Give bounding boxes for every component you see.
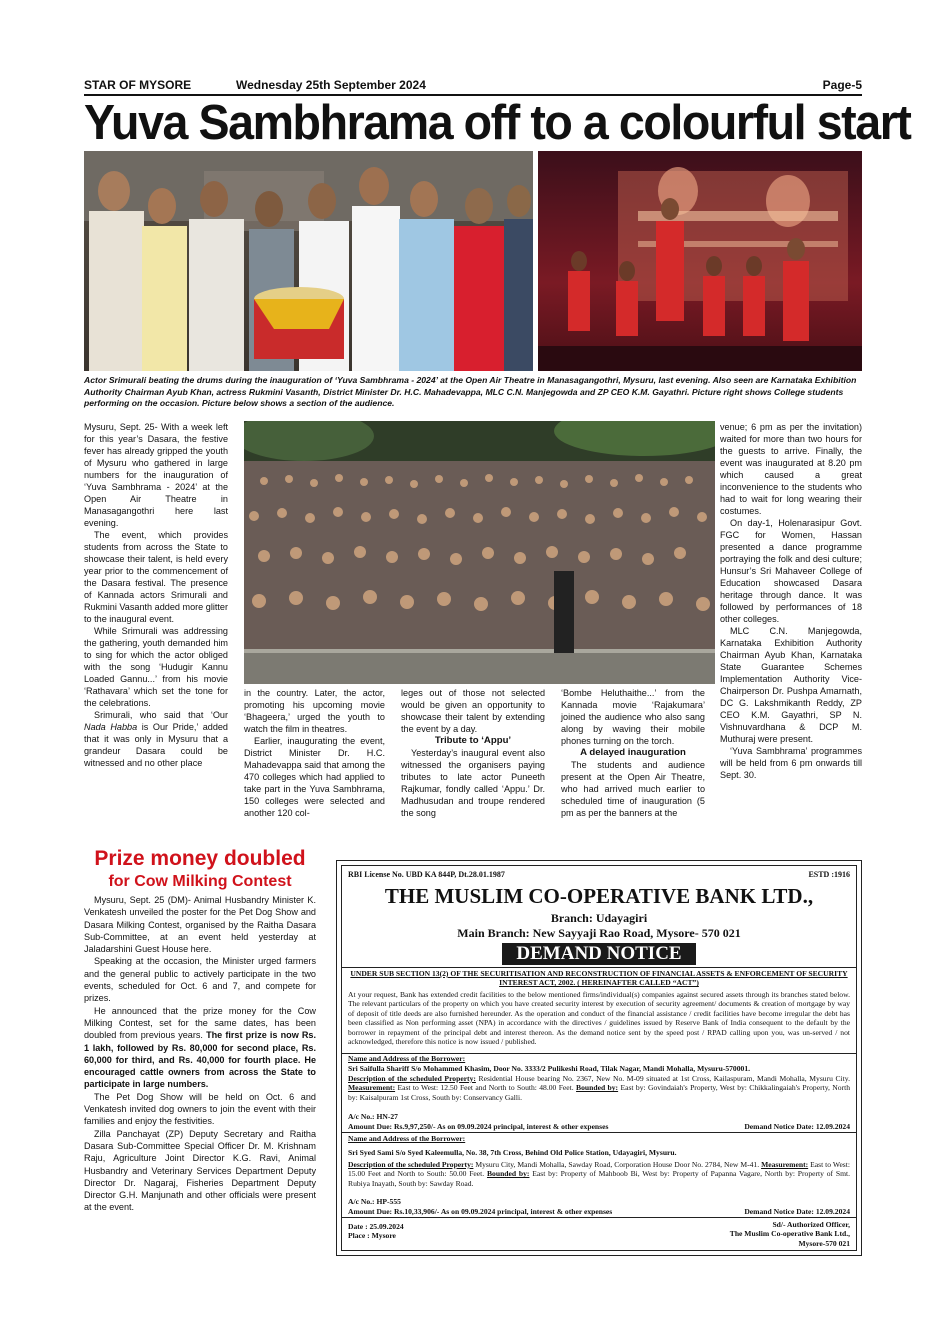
value: East to West: 12.50 Feet and North to South: 48.00 Feet. xyxy=(395,1083,577,1093)
notice-intro: At your request, Bank has extended credit facilities to the below mentioned firms/individual(s) companies against secured assets through its branches stated below. The relevant particulars of the property on which you have created security interest by execution of security agreement/ documents & creation of mortgage by way of deposit of title deeds are also furnished hereunder. As the operation and conduct of the financial assistance / credit facilities have become irregular the debt has been classified as Non performing asset (NPA) in accordance with the directives / guidelines issued by Reserve Bank of India consequent to the default by the borrower in repayment of the principal debt and interest thereon. As the demand notice sent by the speed post / RPAD calling upon you, was un-served / not acknowledged, therefore this notice is now issued / published. xyxy=(348,990,850,1047)
main-branch: Main Branch: New Sayyaji Rao Road, Mysore- 570 021 xyxy=(457,926,741,940)
paragraph: On day-1, Holenarasipur Govt. FGC for Women, Hassan presented a dance programme portraying the folk and desi culture; Hunsur’s Sri Mahaveer College of Education showcased Dasara heritage through dance. It was followed by performances of 18 other colleges. xyxy=(720,518,862,624)
borrower-1-amount-line xyxy=(348,1122,850,1131)
bold-run: The first prize is now Rs. 1 lakh, followed by Rs. 80,000 for second place, Rs. 60,000 for third, and Rs. 40,000 for fourth place. He encouraged cattle owners from across the State to participate in large numbers. xyxy=(84,1030,317,1090)
value: East by: Govindaiah's Property, West by: Chikkalingaiah's Property, North by: Kaisalpuram 1st Cross, South by: Conservancy Galli. xyxy=(348,1083,851,1102)
paragraph: The Pet Dog Show will be held on Oct. 6 and Venkatesh invited dog owners to join the event with their families and enjoy the festivities. xyxy=(84,1091,316,1127)
notice-section: UNDER SUB SECTION 13(2) OF THE SECURITISATION AND RECONSTRUCTION OF FINANCIAL ASSETS & ENFORCEMENT OF SECURITY INTEREST ACT, 2002. ( HEREINAFTER CALLED “ACT”) xyxy=(350,969,848,988)
text-run: is Our Pride,’ added that it was only in Mysuru that a grandeur Dasara could be witnessed and no other place xyxy=(84,722,228,768)
paragraph: Earlier, inaugurating the event, District Minister Dr. H.C. Mahadevappa said that among the 470 colleges which had applied to take part in the Yuva Sambhrama, 150 colleges were selected and another 120 col- xyxy=(244,736,385,818)
dance-photo-illustration xyxy=(538,151,862,371)
borrower-1-account: A/c No.: HN-27 xyxy=(348,1112,398,1121)
label: Measurement: xyxy=(348,1083,396,1093)
paragraph: Mysuru, Sept. 25- With a week left for this year’s Dasara, the festive fever has already gripped the youth of Mysuru who gathered in large numbers for the inauguration of ‘Yuva Sambhrama - 2024’ at the Open Air Theatre in Manasagangothri here last evening. xyxy=(84,422,228,528)
paragraph: Yesterday’s inaugural event also witnessed the organisers paying tributes to late actor Puneeth Rajkumar, fondly called ‘Appu.’ Dr. Madhusudan and troupe rendered the song xyxy=(401,748,545,818)
borrower-2-name: Sri Syed Sami S/o Syed Kaleemulla, No. 38, 7th Cross, Behind Old Police Station, Udayagiri, Mysuru. xyxy=(348,1148,677,1157)
paragraph: The event, which provides students from across the State to showcase their talent, is held every year prior to the commencement of the Dasara festival. The presence of Kannada actors Srimurali and Rukmini Vasanth added more glitter to the inaugural event. xyxy=(84,530,228,624)
borrower-2-account: A/c No.: HP-555 xyxy=(348,1197,401,1206)
bank-name: THE MUSLIM CO-OPERATIVE BANK LTD., xyxy=(384,884,814,908)
paragraph: Mysuru, Sept. 25 (DM)- Animal Husbandry Minister K. Venkatesh unveiled the poster for the Pet Dog Show and Dasara Milking Contest, organised by the Raitha Dasara Sub-Committee, at an event held yesterday at Jaladarshini Guest House here. xyxy=(84,895,316,955)
article-col-5 xyxy=(720,421,862,781)
paragraph: MLC C.N. Manjegowda, Karnataka Exhibition Authority Chairman Ayub Khan, Karnataka State Guarantee Schemes Implementation Authority Vice-Chairperson Dr. Pushpa Amarnath, DC G. Lakshmikanth Reddy, ZP CEO K.M. Gayathri, SP N. Vishnuvardhana & DCP M. Muthuraj were present. xyxy=(720,626,862,744)
divider xyxy=(342,1132,856,1133)
article-col-3 xyxy=(401,687,545,819)
paragraph: in the country. Later, the actor, promoting his upcoming movie ‘Bhageera,’ urged the youth to watch the film in theatres. xyxy=(244,688,385,734)
article-col-1 xyxy=(84,421,228,769)
label: Bounded by: xyxy=(486,1169,530,1179)
article-col-4 xyxy=(561,687,705,819)
estd: ESTD :1916 xyxy=(808,870,850,879)
prize-subheadline: for Cow Milking Contest xyxy=(108,873,292,890)
audience-photo-illustration xyxy=(244,421,715,684)
paragraph: venue; 6 pm as per the invitation) waited for more than two hours for the guests to arrive. Finally, the event was inaugurated at 8.20 pm which caused a great inconvenience to the students who had to wait for long wearing their costumes. xyxy=(720,422,862,516)
ad-license-line xyxy=(348,870,850,879)
value: Mysuru City, Mandi Mohalla, Sawday Road, Corporation House Door No. 2784, New M-41. xyxy=(473,1160,762,1169)
paragraph: Speaking at the occasion, the Minister urged farmers and the general public to actively participate in the two events, scheduled for Oct. 6 and 7, and compete for prizes. xyxy=(84,956,316,1004)
photo-caption: Actor Srimurali beating the drums during the inauguration of ‘Yuva Sambhrama - 2024’ at the Open Air Theatre in Manasagangothri, Mysuru, last evening. Also seen are Karnataka Exhibition Authority Chairman Ayub Khan, actress Rukmini Vasanth, District Minister Dr. H.C. Mahadevappa, MLC C.N. Manjegowda and ZP CEO K.M. Gayathri. Picture right shows College students performing on the occasion. Picture below shows a section of the audience. xyxy=(84,375,857,409)
masthead xyxy=(84,78,862,94)
page-number: Page-5 xyxy=(822,78,862,92)
signatory: Sd/- Authorized Officer, xyxy=(772,1220,850,1229)
borrower-1-name: Sri Saifulla Shariff S/o Mohammed Khasim, Door No. 3333/2 Pulikeshi Road, Tilak Nagar, Mandi Mohalla, Mysuru-570001. xyxy=(348,1064,751,1073)
paragraph: ‘Yuva Sambhrama’ programmes will be held from 6 pm onwards till Sept. 30. xyxy=(720,746,862,780)
borrower-1-property xyxy=(348,1074,850,1102)
borrower-2-amount-line xyxy=(348,1207,850,1216)
place: Place : Mysore xyxy=(348,1231,396,1241)
demand-notice-ad xyxy=(336,860,862,1256)
headline: Yuva Sambhrama off to a colourful start xyxy=(84,96,911,150)
paragraph: ‘Bombe Heluthaithe...’ from the Kannada movie ‘Rajakumara’ joined the audience who also sang along by waving their mobile phones turning on the torch. xyxy=(561,688,705,746)
prize-headline: Prize money doubled xyxy=(94,847,306,870)
date: Date : 25.09.2024 xyxy=(348,1222,404,1231)
amount-due: Amount Due: Rs.9,97,250/- As on 09.09.2024 principal, interest & other expenses xyxy=(348,1122,609,1131)
paragraph: leges out of those not selected would be given an opportunity to showcase their talent by extending the event by a day. xyxy=(401,688,545,734)
signatory-bank: The Muslim Co-operative Bank Ltd., xyxy=(729,1229,850,1239)
text-run: Srimurali, who said that ‘Our xyxy=(94,710,228,720)
notice-date: Demand Notice Date: 12.09.2024 xyxy=(744,1207,850,1216)
notice-date: Demand Notice Date: 12.09.2024 xyxy=(744,1122,850,1131)
paragraph: The students and audience present at the Open Air Theatre, who had arrived much earlier to scheduled time of inauguration (5 pm as per the banners at the xyxy=(561,760,705,818)
value: East to West: 15.00 Feet and North to South: 50.00 Feet. xyxy=(348,1160,850,1179)
ad-frame xyxy=(341,865,857,1251)
paragraph xyxy=(84,709,228,769)
branch: Branch: Udayagiri xyxy=(550,911,648,925)
notice-title: DEMAND NOTICE xyxy=(502,943,696,965)
paragraph xyxy=(84,1005,316,1091)
amount-due: Amount Due: Rs.10,33,906/- As on 09.09.2024 principal, interest & other expenses xyxy=(348,1207,613,1216)
paragraph: While Srimurali was addressing the gathering, youth demanded him to sing for which the actor obliged with the song ‘Hudugir Kannu Loaded Gannu...’ from his movie ‘Rathavara’ which set the tone for the celebrations. xyxy=(84,626,228,708)
signature-block xyxy=(348,1220,850,1248)
text-run: He announced that the prize money for the Cow Milking Contest, set for the same dates, has been doubled from previous years. xyxy=(84,1005,316,1041)
italic-run: Nada Habba xyxy=(84,722,138,732)
inauguration-photo-illustration xyxy=(84,151,533,371)
borrower-2-heading: Name and Address of the Borrower: xyxy=(348,1134,466,1143)
borrower-2-property xyxy=(348,1160,850,1188)
paragraph: Zilla Panchayat (ZP) Deputy Secretary and Raitha Dasara Sub-Committee Special Officer Dr. M. Krishnam Raju, Agriculture Joint Director K.G. Ravi, Animal Husbandry and Veterinary Services Department Deputy Director Dr. Nagaraj, Fisheries Department Deputy Director G.H. Manjunath and other officials were present at the event. xyxy=(84,1128,316,1213)
label: Bounded by: xyxy=(576,1083,619,1093)
label: Measurement: xyxy=(761,1160,809,1169)
divider xyxy=(342,967,856,968)
signatory-address: Mysore-570 021 xyxy=(798,1238,850,1248)
issue-date: Wednesday 25th September 2024 xyxy=(236,78,426,92)
value: Residential House bearing No. 2367, New No. M-09 situated at 1st Cross, Kailaspuram, Mandi Mohalla, Mysuru City. xyxy=(475,1074,850,1083)
dance-performance-photo xyxy=(538,151,862,371)
value: East by: Property of Mahboob Bi, West by: Property of Papanna Vagare, North by: Property of Smt. Rubiya Inayath, South by: Sawday Road. xyxy=(348,1169,850,1188)
inauguration-photo xyxy=(84,151,533,371)
prize-article xyxy=(84,894,316,1214)
label: Description of the scheduled Property: xyxy=(348,1074,476,1083)
label: Description of the scheduled Property: xyxy=(348,1160,474,1169)
subheading-tribute: Tribute to ‘Appu’ xyxy=(434,735,512,746)
article-col-2 xyxy=(244,687,385,819)
borrower-1-heading: Name and Address of the Borrower: xyxy=(348,1054,466,1063)
divider xyxy=(342,1217,856,1218)
paper-name: STAR OF MYSORE xyxy=(84,78,192,92)
audience-photo xyxy=(244,421,715,684)
subheading-delayed: A delayed inauguration xyxy=(580,747,686,758)
rbi-license: RBI License No. UBD KA 844P, Dt.28.01.1987 xyxy=(348,870,505,879)
